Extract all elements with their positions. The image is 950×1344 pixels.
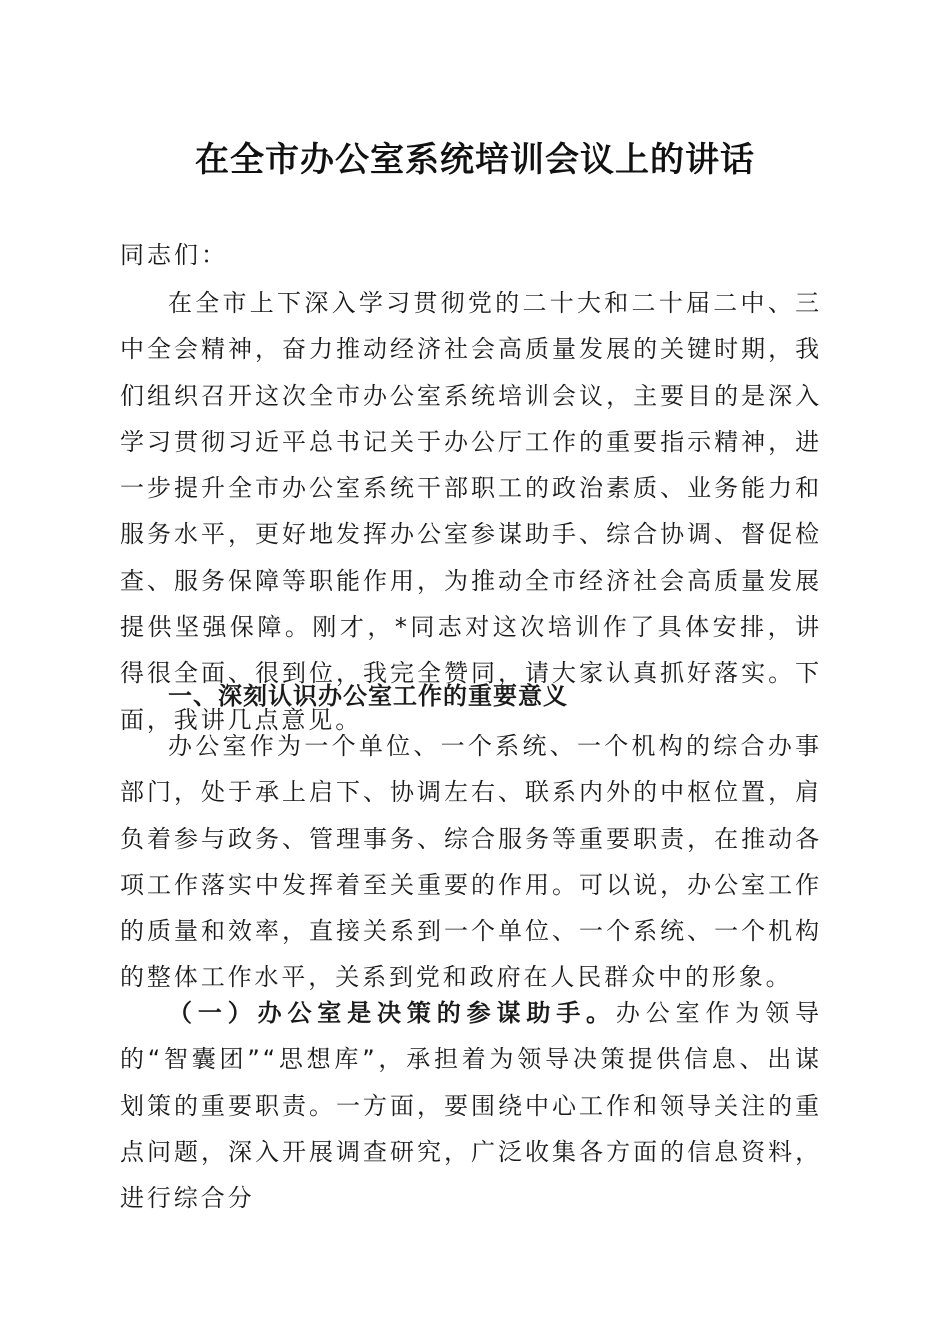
document-title: 在全市办公室系统培训会议上的讲话: [195, 140, 755, 180]
subsection-1-paragraph: [120, 990, 822, 1221]
section-1-paragraph: 办公室作为一个单位、一个系统、一个机构的综合办事部门，处于承上启下、协调左右、联系内外的中枢位置，肩负着参与政务、管理事务、综合服务等重要职责，在推动各项工作落实中发挥着至关重要的作用。可以说，办公室工作的质量和效率，直接关系到一个单位、一个系统、一个机构的整体工作水平，关系到党和政府在人民群众中的形象。: [120, 732, 822, 992]
intro-paragraph: 在全市上下深入学习贯彻党的二十大和二十届二中、三中全会精神，奋力推动经济社会高质量发展的关键时期，我们组织召开这次全市办公室系统培训会议，主要目的是深入学习贯彻习近平总书记关于办公厅工作的重要指示精神，进一步提升全市办公室系统干部职工的政治素质、业务能力和服务水平，更好地发挥办公室参谋助手、综合协调、督促检查、服务保障等职能作用，为推动全市经济社会高质量发展提供坚强保障。刚才，*同志对这次培训作了具体安排，讲得很全面、很到位，我完全赞同，请大家认真抓好落实。下面，我讲几点意见。: [120, 289, 822, 734]
subsection-1-lead: （一）办公室是决策的参谋助手。: [168, 998, 616, 1027]
section-heading-1: 一、深刻认识办公室工作的重要意义: [168, 682, 568, 710]
subsection-1-body: 办公室作为领导的“智囊团”“思想库”，承担着为领导决策提供信息、出谋划策的重要职责。一方面，要围绕中心工作和领导关注的重点问题，深入开展调查研究，广泛收集各方面的信息资料，进行综合分: [120, 999, 822, 1213]
salutation: 同志们：: [120, 241, 228, 269]
